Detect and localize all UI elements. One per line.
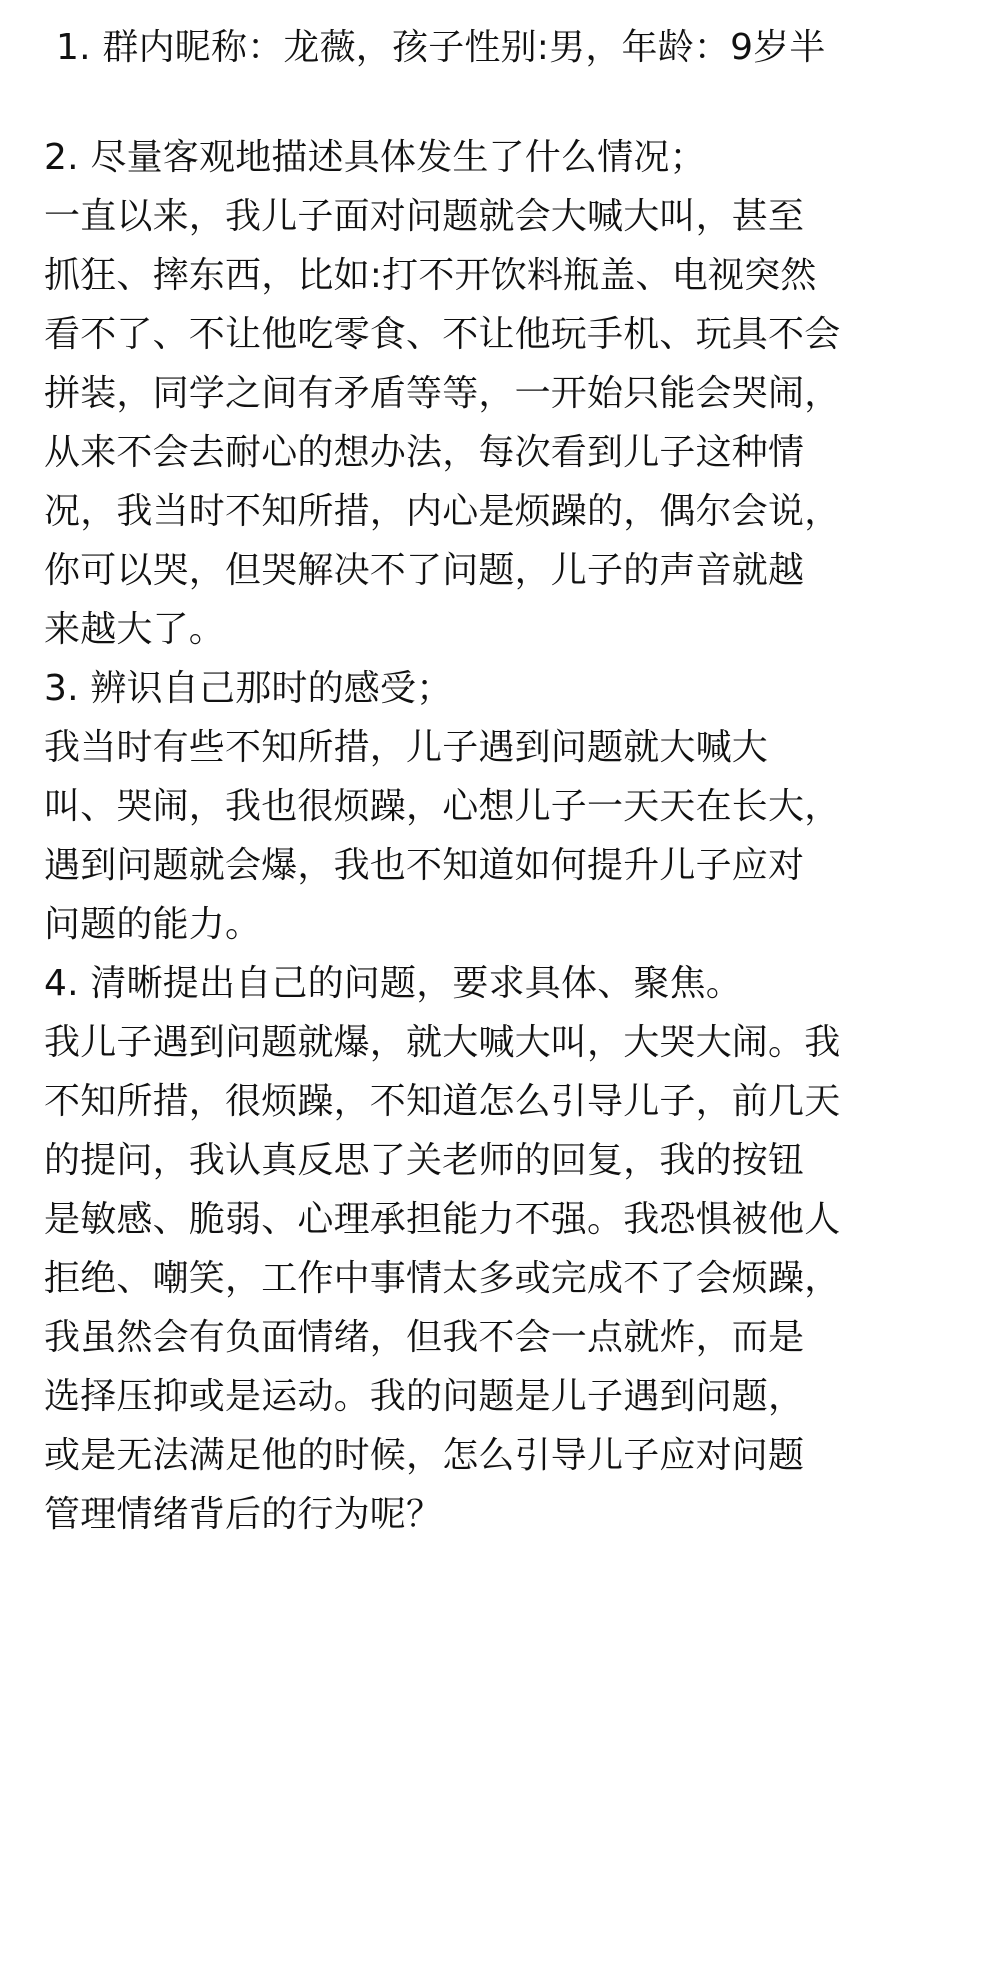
body-line: 遇到问题就会爆，我也不知道如何提升儿子应对: [44, 845, 805, 886]
section-2-heading: 2. 尽量客观地描述具体发生了什么情况；: [44, 137, 706, 178]
body-line: 从来不会去耐心的想办法，每次看到儿子这种情: [44, 432, 805, 473]
body-line: 叫、哭闹，我也很烦躁，心想儿子一天天在长大，: [44, 786, 841, 827]
body-line: 不知所措，很烦躁，不知道怎么引导儿子，前几天: [44, 1081, 841, 1122]
body-line: 你可以哭，但哭解决不了问题，儿子的声音就越: [44, 550, 805, 591]
body-line: 或是无法满足他的时候，怎么引导儿子应对问题: [44, 1435, 805, 1476]
body-line: 是敏感、脆弱、心理承担能力不强。我恐惧被他人: [44, 1199, 841, 1240]
body-line: 况，我当时不知所措，内心是烦躁的，偶尔会说，: [44, 491, 841, 532]
body-line: 的提问，我认真反思了关老师的回复，我的按钮: [44, 1140, 805, 1181]
body-line: 抓狂、摔东西，比如:打不开饮料瓶盖、电视突然: [44, 255, 817, 296]
body-line: 拼装，同学之间有矛盾等等，一开始只能会哭闹，: [44, 373, 841, 414]
body-line: 问题的能力。: [44, 904, 262, 945]
answer-1-nickname-line: 1. 群内昵称：龙薇，孩子性别:男，年龄：9岁半: [56, 27, 826, 68]
body-line: 看不了、不让他吃零食、不让他玩手机、玩具不会: [44, 314, 841, 355]
body-line: 我儿子遇到问题就爆，就大喊大叫，大哭大闹。我: [44, 1022, 841, 1063]
body-line: 来越大了。: [44, 609, 226, 650]
body-line: 管理情绪背后的行为呢？: [44, 1494, 443, 1535]
section-4-heading: 4. 清晰提出自己的问题，要求具体、聚焦。: [44, 963, 742, 1004]
body-line: 我当时有些不知所措，儿子遇到问题就大喊大: [44, 727, 769, 768]
body-line: 选择压抑或是运动。我的问题是儿子遇到问题，: [44, 1376, 805, 1417]
section-3-heading: 3. 辨识自己那时的感受；: [44, 668, 453, 709]
body-line: 一直以来，我儿子面对问题就会大喊大叫，甚至: [44, 196, 805, 237]
body-line: 我虽然会有负面情绪，但我不会一点就炸，而是: [44, 1317, 805, 1358]
body-line: 拒绝、嘲笑，工作中事情太多或完成不了会烦躁，: [44, 1258, 841, 1299]
